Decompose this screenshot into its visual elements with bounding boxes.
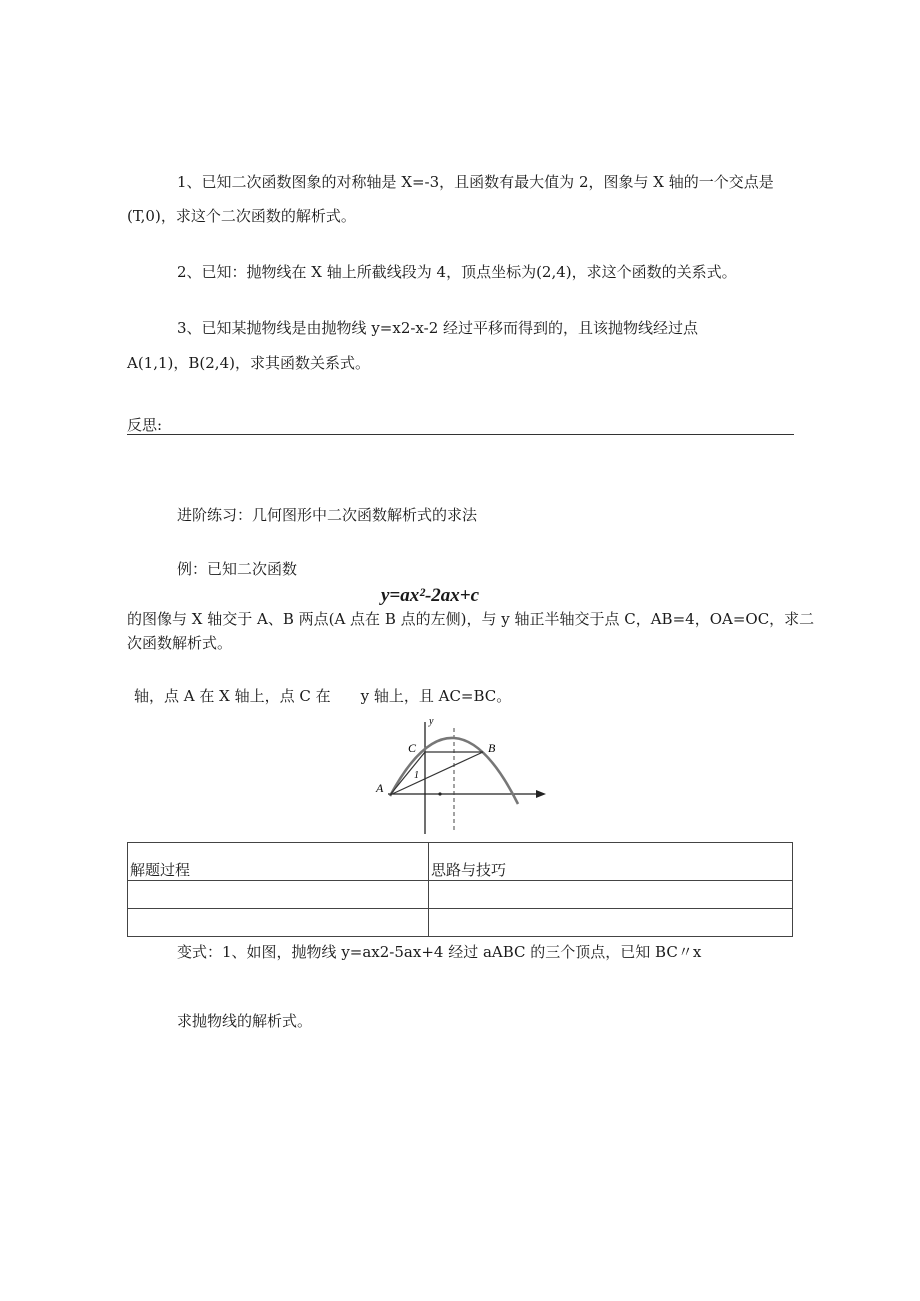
table-cell[interactable] <box>128 881 429 908</box>
problem-1-line-2: (T,0)，求这个二次函数的解析式。 <box>127 207 356 225</box>
header-solution-process: 解题过程 <box>128 843 429 881</box>
table-header-row <box>128 843 793 881</box>
label-c: C <box>408 741 417 755</box>
y-axis-label: y <box>429 716 434 727</box>
solution-table <box>127 842 793 937</box>
table-cell[interactable] <box>429 881 793 908</box>
problem-1-line-1: 1、已知二次函数图象的对称轴是 X=-3，且函数有最大值为 2，图象与 X 轴的一个交点是 <box>177 173 774 191</box>
advanced-heading: 进阶练习：几何图形中二次函数解析式的求法 <box>177 506 478 524</box>
label-b: B <box>488 741 496 755</box>
example-line-2: 次函数解析式。 <box>127 634 233 652</box>
example-formula: y=ax²-2ax+c <box>381 585 480 606</box>
header-ideas-techniques: 思路与技巧 <box>429 843 793 881</box>
parabola-figure <box>368 712 558 838</box>
table-row <box>128 908 793 936</box>
problem-3-line-2: A(1,1)，B(2,4)，求其函数关系式。 <box>127 354 370 372</box>
segment-ac <box>390 752 425 795</box>
problem-3-line-1: 3、已知某抛物线是由抛物线 y=x2-x-2 经过平移而得到的，且该抛物线经过点 <box>177 319 699 337</box>
x-axis-arrow <box>536 790 546 798</box>
table-row <box>128 881 793 908</box>
example-line-1: 的图像与 X 轴交于 A、B 两点(A 点在 B 点的左侧)，与 y 轴正半轴交于点 C，AB=4，OA=OC，求二 <box>127 610 815 628</box>
variant-line-1: 变式：1、如图，抛物线 y=ax2-5ax+4 经过 aABC 的三个顶点，已知 BC〃x <box>177 943 702 961</box>
table-cell[interactable] <box>128 908 429 936</box>
origin-mark <box>438 792 441 795</box>
reflection-underline <box>127 434 794 435</box>
reflection-label: 反思: <box>127 416 163 434</box>
problem-2: 2、已知：抛物线在 X 轴上所截线段为 4，顶点坐标为(2,4)，求这个函数的关系式。 <box>177 263 737 281</box>
variant-line-2: 求抛物线的解析式。 <box>177 1012 313 1030</box>
label-a: A <box>376 781 384 795</box>
table-cell[interactable] <box>429 908 793 936</box>
figure-caption-fragment: 轴，点 A 在 X 轴上，点 C 在 y 轴上，且 AC=BC。 <box>134 687 512 705</box>
example-intro: 例：已知二次函数 <box>177 560 298 578</box>
label-angle-1: 1 <box>414 770 419 781</box>
